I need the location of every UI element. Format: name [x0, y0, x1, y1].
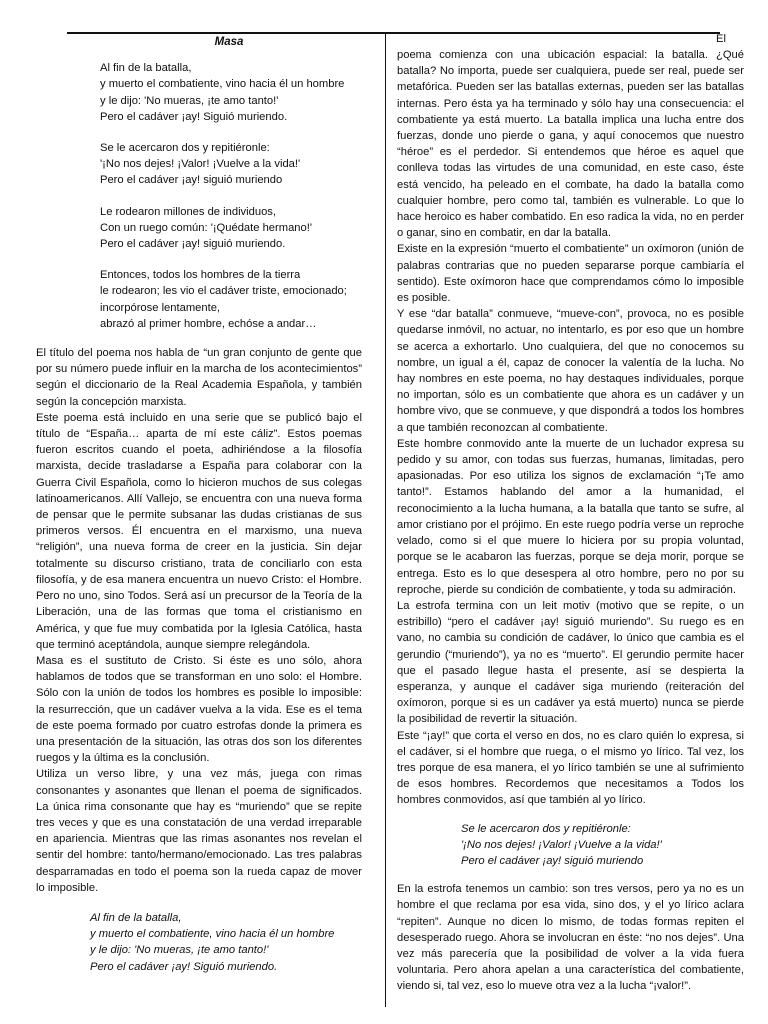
verse: Pero el cadáver ¡ay! Siguió muriendo. — [100, 110, 288, 123]
body-paragraph: Este “¡ay!” que corta el verso en dos, no es claro quién lo expresa, si el cadáver, si el hombre que ruega, o el mismo yo lírico. Tal vez, los tres porque de esa manera, el yo lírico también se une al sufrimiento de esos hombres. Recordemos que necesitamos a Todos los hombres conmovidos, así que también al yo lírico. — [397, 729, 744, 807]
stanza-1 — [100, 60, 362, 125]
verse: y muerto el combatiente, vino hacia él un hombre — [90, 928, 335, 941]
verse: abrazó al primer hombre, echóse a andar… — [100, 317, 317, 330]
verse: incorpórose lentamente, — [100, 301, 221, 314]
body-paragraph: En la estrofa tenemos un cambio: son tres versos, pero ya no es un hombre el que reclama por esa vida, sino dos, y el yo lírico aclara “repiten”. Aunque no dicen lo mismo, de todas formas repiten el desesperado ruego. Ahora se involucran en éste: “no nos dejes”. Una vez más parecería que la posibilidad de volver a la vida fuera voluntaria. Pero ahora apelan a una característica del combatiente, viendo si, tal vez, eso lo mueve otra vez a la lucha “¡valor!”. — [397, 883, 744, 993]
verse: Pero el cadáver ¡ay! siguió muriendo — [100, 174, 283, 187]
body-paragraph: poema comienza con una ubicación espacial: la batalla. ¿Qué batalla? No importa, puede ser cualquiera, puede ser real, puede ser metafórica. Pueden ser las batallas externas, pueden ser las batallas internas. Pero ésta ya ha terminado y sólo hay una consecuencia: el combatiente ya está muerto. La batalla implica una lucha entre dos fuerzas, donde uno pierde o gana, y aquí conocemos que nuestro “héroe” es el perdedor. Si entendemos que héroe es aquel que conlleva todas las virtudes de una comunidad, en este caso, éste está vencido, ha peleado en el combate, ha dado la batalla como cualquier hombre, pero como tal, también es vulnerable. Lo que lo hace heroico es haber combatido. En eso radica la vida, no en perder o ganar, sino en combatir, en dar la batalla. — [397, 49, 744, 240]
verse: Pero el cadáver ¡ay! siguió muriendo — [461, 854, 644, 867]
body-paragraph: Y ese “dar batalla” conmueve, “mueve-con”, provoca, no es posible quedarse inmóvil, no actuar, no intentarlo, es por eso que un hombre se acerca a exhortarlo. Uno cualquiera, del que no conocemos su nombre, un igual a él, capaz de conocer la valentía de la lucha. No hay nombres en este poema, no hay destaques individuales, porque no importan, sólo es un combatiente que ahora es un cadáver y un hombre vivo, que se conmueve, y que dispondrá a todos los hombres a que también reconozcan al combatiente. — [397, 308, 744, 434]
verse: Entonces, todos los hombres de la tierra — [100, 269, 301, 282]
verse: Con un ruego común: '¡Quédate hermano!' — [100, 221, 312, 234]
quoted-stanza — [90, 910, 362, 975]
stanza-2 — [100, 140, 362, 189]
verse: Se le acercaron dos y repitiéronle: — [461, 822, 631, 835]
verse: y muerto el combatiente, vino hacia él un hombre — [100, 78, 345, 91]
continuation-word: El — [716, 33, 726, 45]
verse: Pero el cadáver ¡ay! Siguió muriendo. — [90, 960, 278, 973]
poem — [100, 60, 362, 332]
right-column — [397, 31, 744, 995]
stanza-4 — [100, 267, 362, 332]
quoted-stanza — [461, 821, 744, 870]
body-paragraph: Este poema está incluido en una serie que se publicó bajo el título de “España… aparta de mí este cáliz”. Estos poemas fueron escritos cuando el poeta, adhiriéndose a la filosofía marxista, decide trasladarse a España para colaborar con la Guerra Civil Española, como lo hicieron muchos de sus colegas latinoamericanos. Allí Vallejo, se encuentra con una nueva forma de pensar que le permite subsanar las dudas cristianas de sus primeros versos. Él encuentra en el marxismo, una nueva “religión”, una nueva forma de creer en la justicia. Sin dejar totalmente su discurso cristiano, trata de conciliarlo con esta filosofía, y de esa manera encuentra un nuevo Cristo: el Hombre. Pero no uno, sino Todos. Será así un precursor de la Teoría de la Liberación, una de las formas que toma el cristianismo en América, y que fue muy combatida por la Iglesia Católica, hasta que terminó aceptándola, aunque siempre relegándola. — [36, 411, 362, 651]
body-paragraph: Existe en la expresión “muerto el combatiente” un oxímoron (unión de palabras contrarias que no pueden separarse porque cambiaría el sentido). Este oxímoron hace que comprendamos cómo lo imposible es posible. — [397, 243, 744, 305]
left-column — [36, 34, 362, 989]
verse: '¡No nos dejes! ¡Valor! ¡Vuelve a la vida!' — [100, 158, 301, 171]
body-paragraph: Masa es el sustituto de Cristo. Si éste es uno sólo, ahora hablamos de todos que se transforman en uno solo: el Hombre. Sólo con la unión de todos los hombres es posible lo imposible: la resurrección, que un cadáver vuelva a la vida. Ese es el tema de este poema formado por cuatro estrofas donde la primera es una presentación de la situación, las otras dos son los diferentes ruegos y la última es la conclusión. — [36, 654, 362, 765]
verse: Pero el cadáver ¡ay! siguió muriendo. — [100, 238, 286, 251]
body-paragraph: Utiliza un verso libre, y una vez más, juega con rimas consonantes y asonantes que llenan el poema de significados. La única rima consonante que hay es “muriendo” que se repite tres veces y que es una constatación de una verdad irreparable en apariencia. Mientras que las rimas asonantes nos revelan el sentir del hombre: tanto/hermano/emocionado. Las tres palabras desparramadas en todo el poema son la rueda capaz de mover lo imposible. — [36, 768, 362, 894]
verse: Al fin de la batalla, — [100, 62, 192, 75]
verse: y le dijo: 'No mueras, ¡te amo tanto!' — [100, 94, 279, 107]
body-paragraph: Este hombre conmovido ante la muerte de un luchador expresa su pedido y su amor, con todas sus fuerzas, humanas, limitadas, pero apasionadas. Por eso utiliza los signos de exclamación “¡Te amo tanto!”. Estamos hablando del amor a la humanidad, el reconocimiento a la lucha humana, a la batalla que tanto se sufre, al amor cristiano por el prójimo. En este ruego podría verse un reproche velado, como si el que muere lo hiciera por su propia voluntad, porque se le acabaron las fuerzas, porque se deja morir, porque se entrega. Esto es lo que desespera al otro hombre, pero no por su reproche, pierde su condición de combatiente, y toda su admiración. — [397, 437, 744, 596]
column-divider — [385, 32, 386, 1007]
verse: le rodearon; les vio el cadáver triste, emocionado; — [100, 285, 347, 298]
verse: Se le acercaron dos y repitiéronle: — [100, 142, 270, 155]
verse: Le rodearon millones de individuos, — [100, 205, 277, 218]
stanza-3 — [100, 204, 362, 253]
body-paragraph: El título del poema nos habla de “un gran conjunto de gente que por su número puede influir en la marcha de los acontecimientos” según el diccionario de la Real Academia Española, y también según la concepción marxista. — [36, 347, 362, 408]
body-paragraph: La estrofa termina con un leit motiv (motivo que se repite, o un estribillo) “pero el cadáver ¡ay! siguió muriendo”. Su ruego es en vano, no cambia su condición de cadáver, lo único que cambia es el gerundio (“muriendo”), ya no es “muerto”. El gerundio permite hacer que el pasado llegue hasta el presente, así se despierta la esperanza, y aunque el cadáver siga muriendo (reiteración del oxímoron, porque si es un cadáver ya está muerto) nunca se pierde la posibilidad de revertir la situación. — [397, 599, 744, 726]
verse: y le dijo: 'No mueras, ¡te amo tanto!' — [90, 944, 269, 957]
poem-title: Masa — [214, 36, 244, 48]
verse: '¡No nos dejes! ¡Valor! ¡Vuelve a la vida!' — [461, 838, 662, 851]
verse: Al fin de la batalla, — [90, 911, 182, 924]
